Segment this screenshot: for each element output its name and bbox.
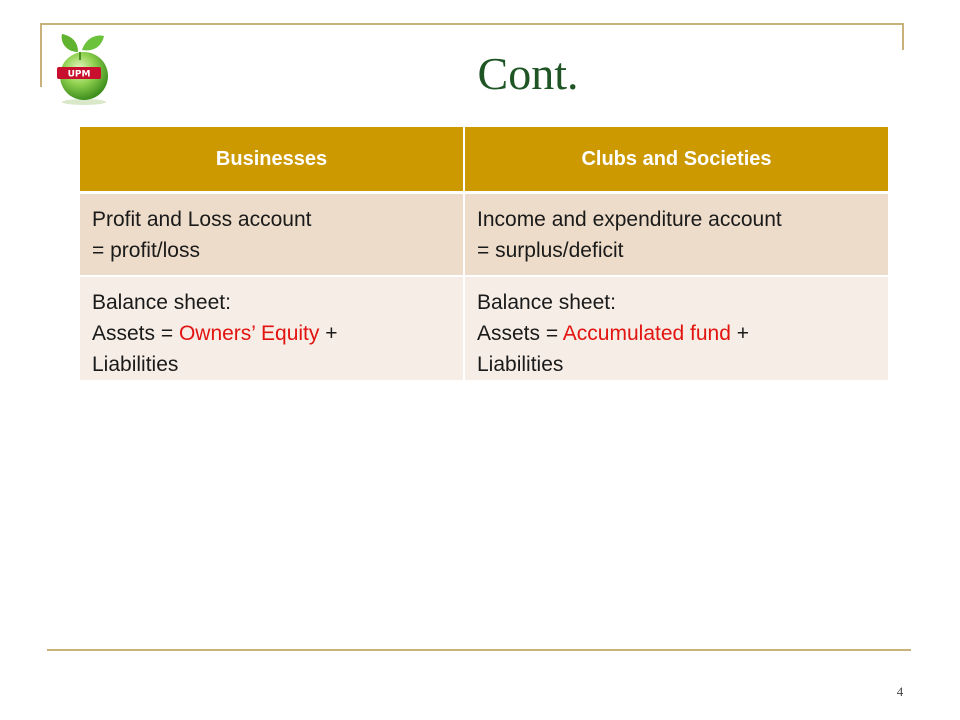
cell-line: Profit and Loss account (92, 208, 312, 231)
cell-clubs-accounts (464, 193, 888, 276)
cell-businesses-balance-sheet (80, 276, 464, 380)
cell-line: Balance sheet: (477, 290, 616, 314)
highlighted-term: Owners’ Equity (178, 321, 320, 345)
cell-line: Liabilities (477, 352, 564, 376)
page-number: 4 (896, 684, 904, 699)
header-clubs-and-societies: Clubs and Societies (464, 127, 888, 193)
table-header-row (80, 127, 888, 193)
table-row (80, 193, 888, 276)
frame-bottom-line (47, 649, 911, 651)
cell-businesses-accounts (80, 193, 464, 276)
cell-line: Balance sheet: (92, 290, 231, 314)
cell-line: Liabilities (92, 352, 179, 376)
equation-prefix: Assets = (92, 321, 179, 345)
slide-title: Cont. (477, 48, 579, 99)
cell-line: = profit/loss (92, 239, 200, 262)
cell-line-equation (92, 318, 453, 349)
equation-suffix: + (319, 321, 338, 345)
highlighted-term: Accumulated fund (562, 321, 731, 345)
header-businesses: Businesses (80, 127, 464, 193)
comparison-table (80, 127, 888, 380)
cell-line-equation (477, 318, 878, 349)
table-row (80, 276, 888, 380)
equation-prefix: Assets = (477, 321, 563, 345)
cell-clubs-balance-sheet (464, 276, 888, 380)
cell-line: = surplus/deficit (477, 239, 624, 262)
frame-top-line (40, 23, 904, 25)
cell-line: Income and expenditure account (477, 208, 782, 231)
equation-suffix: + (730, 321, 750, 345)
logo-text: UPM (67, 69, 91, 80)
